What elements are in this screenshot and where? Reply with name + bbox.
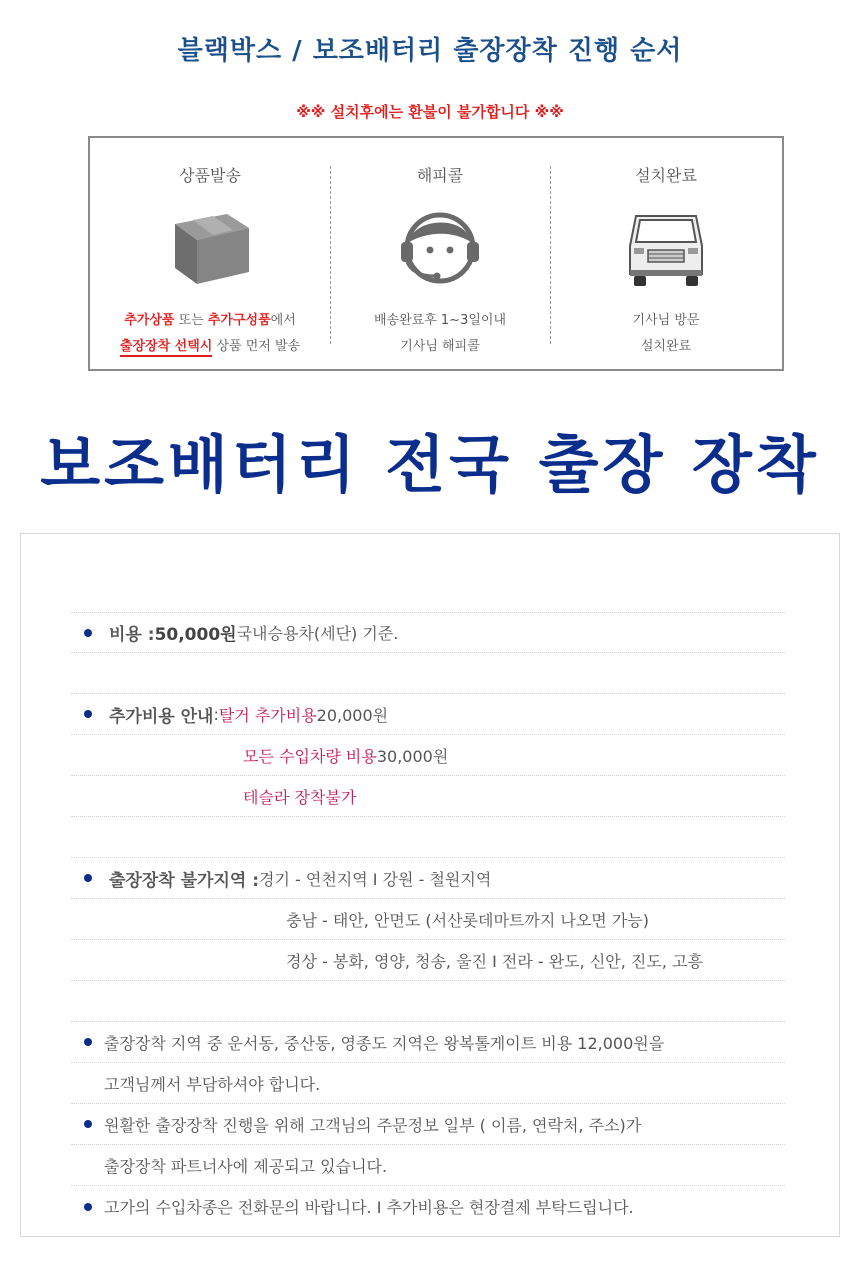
extra-cost-item: 탈거 추가비용: [218, 705, 317, 725]
desc-text: 기사님 해피콜: [400, 339, 480, 354]
cost-label: 비용 :: [109, 625, 155, 645]
step-title: 해피콜: [416, 166, 464, 185]
extra-cost-price: 30,000원: [376, 746, 449, 766]
step-shipping: [90, 138, 330, 369]
cost-row: [71, 612, 785, 653]
step-install-complete: [550, 138, 782, 369]
region-row: [71, 940, 785, 981]
bullet-icon: [84, 1203, 92, 1211]
desc-text: 기사님 방문: [632, 313, 700, 328]
spacer-row: [71, 817, 785, 858]
note-row: [71, 1063, 785, 1104]
note-text: 고객님께서 부담하셔야 합니다.: [104, 1074, 321, 1094]
note-text: 출장장착 파트너사에 제공되고 있습니다.: [104, 1156, 388, 1176]
spacer-row: [71, 653, 785, 694]
note-text: 출장장착 지역 중 운서동, 중산동, 영종도 지역은 왕복톨게이트 비용 12,000원을: [104, 1033, 665, 1053]
extra-cost-price: 20,000원: [316, 705, 389, 725]
extra-cost-row: [71, 694, 785, 735]
bullet-icon: [84, 1120, 92, 1128]
desc-text: 에서: [270, 313, 296, 328]
desc-text: 배송완료후 1~3일이내: [373, 313, 507, 328]
bullet-icon: [84, 629, 92, 637]
info-box: [20, 533, 840, 1237]
spacer-row: [71, 981, 785, 1022]
region-label: 출장장착 불가지역 :: [109, 870, 260, 891]
step-description: [550, 308, 782, 360]
note-text: 고가의 수입차종은 전화문의 바랍니다. I 추가비용은 현장결제 부탁드립니다.: [104, 1198, 634, 1217]
note-row: [71, 1145, 785, 1186]
bullet-icon: [84, 710, 92, 718]
extra-cost-item: 테슬라 장착불가: [243, 787, 357, 807]
separator: :: [213, 704, 219, 724]
bullet-icon: [84, 1038, 92, 1046]
extra-cost-row: [71, 776, 785, 817]
step-happy-call: [330, 138, 550, 369]
extra-cost-row: [71, 735, 785, 776]
step-description: [90, 308, 330, 360]
note-row: [71, 1186, 785, 1227]
note-row: [71, 1022, 785, 1063]
highlight-text: 출장장착 선택시: [120, 339, 212, 357]
extra-cost-item: 모든 수입차량 비용: [243, 746, 377, 766]
extra-cost-label: 추가비용 안내: [109, 706, 214, 727]
desc-text: 상품 먼저 발송: [212, 339, 301, 354]
highlight-text: 추가구성품: [207, 313, 271, 328]
bullet-icon: [84, 874, 92, 882]
note-row: [71, 1104, 785, 1145]
refund-warning: ※※ 설치후에는 환불이 불가합니다 ※※: [296, 103, 564, 121]
van-icon: [626, 206, 706, 288]
page-title: 블랙박스 / 보조배터리 출장장착 진행 순서: [177, 36, 683, 66]
desc-text: 또는: [174, 313, 208, 328]
desc-text: 설치완료: [640, 339, 692, 354]
region-text: 경기 - 연천지역 I 강원 - 철원지역: [259, 869, 492, 889]
headset-agent-icon: [395, 206, 485, 288]
step-title: 설치완료: [635, 166, 697, 185]
highlight-text: 추가상품: [124, 313, 175, 328]
region-row: [71, 858, 785, 899]
box-icon: [167, 206, 253, 288]
region-text: 충남 - 태안, 안면도 (서산롯데마트까지 나오면 가능): [286, 910, 649, 930]
step-description: [330, 308, 550, 360]
region-row: [71, 899, 785, 940]
main-title: 보조배터리 전국 출장 장착: [40, 428, 820, 501]
region-text: 경상 - 봉화, 영양, 청송, 울진 I 전라 - 완도, 신안, 진도, 고흥: [286, 951, 703, 971]
note-text: 원활한 출장장착 진행을 위해 고객님의 주문정보 일부 ( 이름, 연락처, 주소)가: [104, 1115, 642, 1135]
cost-value: 50,000원: [154, 625, 237, 645]
step-title: 상품발송: [179, 166, 241, 185]
process-steps-box: [88, 136, 784, 371]
cost-note: 국내승용차(세단) 기준.: [236, 624, 399, 643]
